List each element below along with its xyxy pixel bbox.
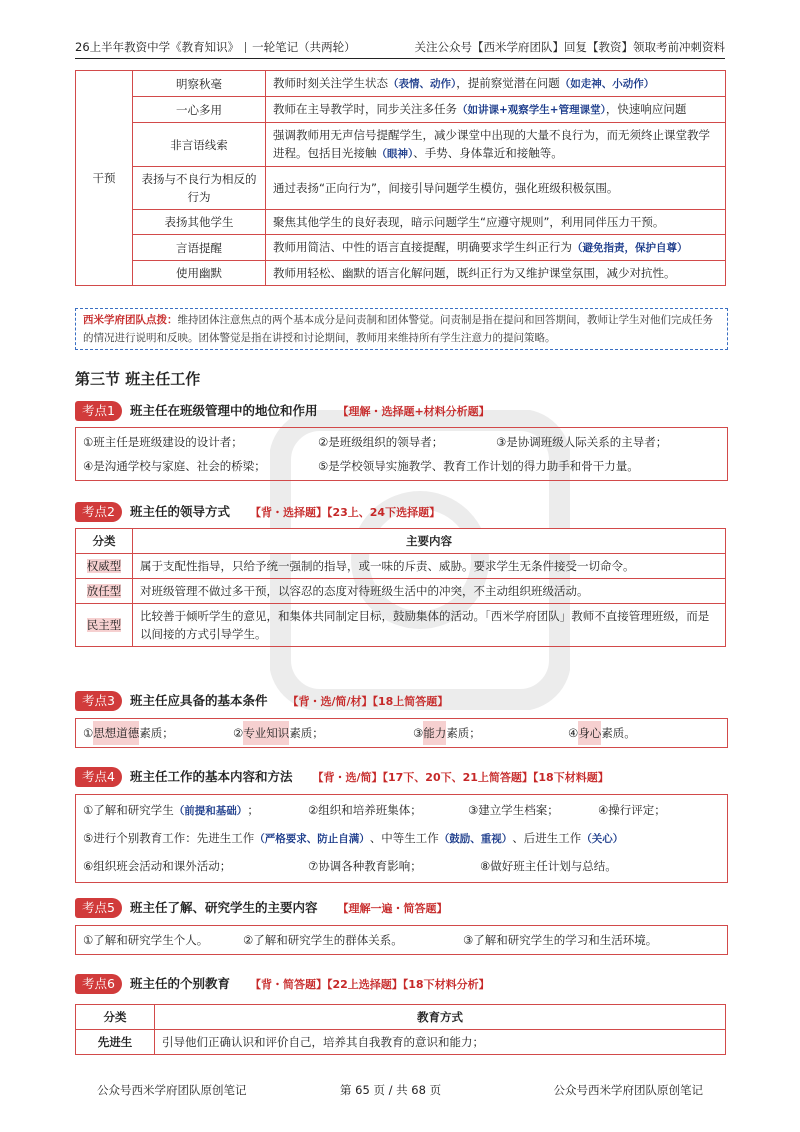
type-desc: 比较善于倾听学生的意见，和集体共同制定目标，鼓励集体的活动。「西米学府团队」教师不直接管理班级，而是以间接的方式引导学生。	[133, 604, 726, 647]
k5-item: ③了解和研究学生的学习和生活环境。	[463, 933, 658, 947]
k3-key: 思想道德	[93, 721, 139, 745]
page-number: 第 65 页 / 共 68 页	[340, 1083, 442, 1097]
k5-heading	[75, 898, 447, 918]
k3-key: 身心	[578, 721, 601, 745]
k3-key: 专业知识	[243, 721, 289, 745]
k5-item: ①了解和研究学生个人。	[83, 933, 209, 947]
k1-item: ⑤是学校领导实施教学、教育工作计划的得力助手和骨干力量。	[318, 459, 639, 473]
type-cell	[76, 579, 133, 604]
k3-heading	[75, 691, 448, 711]
table-row	[76, 210, 726, 235]
k1-row	[83, 454, 720, 478]
footer-left: 公众号西米学府团队原创笔记	[97, 1083, 247, 1097]
k5-item: ②了解和研究学生的群体关系。	[243, 933, 403, 947]
type-desc: 属于支配性指导，只给予统一强制的指导，或一味的斥责、威胁。要求学生无条件接受一切命令。	[133, 554, 726, 579]
k3-item	[568, 721, 636, 745]
type-desc: 引导他们正确认识和评价自己，培养其自我教育的意识和能力；	[155, 1030, 726, 1055]
content-text: 强调教师用无声信号提醒学生，减少课堂中出现的大量不良行为，而无须终止课堂教学进程。包括目光接触	[273, 128, 710, 160]
k3-type: 【背・选/简/材】【18上简答题】	[287, 695, 449, 708]
table-row	[76, 554, 726, 579]
k3-num: ①	[83, 726, 94, 740]
k4-row	[83, 797, 720, 825]
type-desc: 对班级管理不做过多干预，以容忍的态度对待班级生活中的冲突，不主动组织班级活动。	[133, 579, 726, 604]
page-header	[75, 36, 725, 59]
k4-box	[75, 794, 728, 883]
type-label: 放任型	[86, 584, 122, 598]
k4-tag: 考点4	[75, 767, 122, 787]
row-content	[266, 235, 726, 261]
tip-note	[75, 308, 728, 350]
table-row	[76, 97, 726, 123]
k4-item: ⑥组织班会活动和课外活动；	[83, 859, 232, 873]
content-text: 教师在主导教学时，同步关注多任务	[273, 102, 457, 116]
row-name: 一心多用	[133, 97, 266, 123]
k1-box	[75, 427, 728, 481]
table-row	[76, 123, 726, 167]
type-label: 权威型	[86, 559, 122, 573]
k3-suffix: 素质。	[601, 726, 636, 740]
k4-emphasis: （关心）	[581, 833, 624, 845]
k1-title: 班主任在班级管理中的地位和作用	[129, 403, 318, 418]
table-row	[76, 167, 726, 210]
k4-heading	[75, 767, 609, 787]
k1-row	[83, 430, 720, 454]
k4-title: 班主任工作的基本内容和方法	[129, 769, 293, 784]
k4-item: ⑧做好班主任计划与总结。	[480, 859, 617, 873]
row-name: 明察秋毫	[133, 71, 266, 97]
k4-row	[83, 825, 720, 853]
tip-text: 维持团体注意焦点的两个基本成分是问责制和团体警觉。问责制是指在提问和回答期间，教师让学生对他们完成任务的情况进行说明和反映。团体警觉是指在讲授和讨论期间，教师用来维持所有学生注意力的提问策略。	[83, 314, 713, 344]
header-left	[75, 36, 356, 58]
table-row	[76, 604, 726, 647]
k5-type: 【理解一遍・简答题】	[337, 902, 448, 915]
row-name: 使用幽默	[133, 261, 266, 286]
k1-heading	[75, 401, 490, 421]
footer-right: 公众号西米学府团队原创笔记	[553, 1083, 703, 1097]
header-course: 26上半年教资中学《教育知识》	[75, 40, 240, 54]
k5-title: 班主任了解、研究学生的主要内容	[129, 900, 318, 915]
k1-tag: 考点1	[75, 401, 122, 421]
col-header: 分类	[76, 529, 133, 554]
table-row	[76, 261, 726, 286]
table-row	[76, 1030, 726, 1055]
k3-row	[83, 721, 720, 745]
content-text: ，快速响应问题	[605, 102, 687, 116]
type-cell	[76, 554, 133, 579]
k4-text: ⑤进行个别教育工作：先进生工作	[83, 831, 255, 845]
table-row	[76, 579, 726, 604]
k2-type: 【背・选择题】【23上、24下选择题】	[249, 506, 441, 519]
header-right: 关注公众号【西米学府团队】回复【教资】领取考前冲刺资料	[414, 40, 725, 54]
k4-row	[83, 853, 720, 880]
k3-item	[233, 721, 413, 745]
k6-title: 班主任的个别教育	[129, 976, 230, 991]
k1-item: ①班主任是班级建设的设计者；	[83, 435, 243, 449]
k3-suffix: 素质；	[289, 726, 324, 740]
row-name: 表扬与不良行为相反的行为	[133, 167, 266, 210]
k3-item	[413, 721, 568, 745]
content-emphasis: （避免指责，保护自尊）	[572, 242, 688, 254]
k4-item: ⑦协调各种教育影响；	[308, 859, 422, 873]
k3-num: ③	[413, 726, 424, 740]
type-label: 先进生	[76, 1030, 155, 1055]
k6-tag: 考点6	[75, 974, 122, 994]
k4-emphasis: （严格要求、防止自满）	[254, 833, 370, 845]
k3-num: ②	[233, 726, 244, 740]
k4-item: ④操行评定；	[598, 803, 666, 817]
col-header: 教育方式	[155, 1005, 726, 1030]
k4-emphasis: （鼓励、重视）	[438, 833, 513, 845]
header-divider	[245, 42, 246, 53]
k6-heading	[75, 974, 490, 994]
content-text: 教师时刻关注学生状态	[273, 76, 388, 90]
k3-tag: 考点3	[75, 691, 122, 711]
row-content	[266, 97, 726, 123]
tip-label: 西米学府团队点拨：	[83, 314, 178, 326]
content-text: 教师用简洁、中性的语言直接提醒，明确要求学生纠正行为	[273, 240, 572, 254]
row-content	[266, 71, 726, 97]
row-content: 聚焦其他学生的良好表现，暗示问题学生“应遵守规则”，利用同伴压力干预。	[266, 210, 726, 235]
k2-title: 班主任的领导方式	[129, 504, 230, 519]
k3-key: 能力	[423, 721, 446, 745]
content-emphasis: （如走神、小动作）	[559, 78, 655, 90]
k4-text: ；	[247, 803, 259, 817]
row-content: 通过表扬“正向行为”，间接引导问题学生模仿，强化班级积极氛围。	[266, 167, 726, 210]
k1-item: ③是协调班级人际关系的主导者；	[496, 435, 668, 449]
row-content	[266, 123, 726, 167]
k4-type: 【背・选/简】【17下、20下、21上简答题】【18下材料题】	[312, 771, 609, 784]
individual-education-table	[75, 1004, 726, 1055]
k1-type: 【理解・选择题+材料分析题】	[337, 405, 490, 418]
col-header: 分类	[76, 1005, 155, 1030]
k1-item: ④是沟通学校与家庭、社会的桥梁；	[83, 459, 266, 473]
content-text: 、手势、身体靠近和接触等。	[413, 146, 563, 160]
k4-text: ①了解和研究学生	[83, 803, 174, 817]
leadership-table	[75, 528, 726, 647]
k4-item	[83, 797, 308, 825]
k3-title: 班主任应具备的基本条件	[129, 693, 268, 708]
k4-item: ③建立学生档案；	[468, 803, 559, 817]
content-emphasis: （如讲课+观察学生+管理课堂）	[457, 104, 606, 116]
table-row	[76, 71, 726, 97]
intervention-table	[75, 70, 726, 286]
k4-text: 、后进生工作	[512, 831, 582, 845]
k2-tag: 考点2	[75, 502, 122, 522]
content-emphasis: （眼神）	[376, 148, 414, 160]
k3-suffix: 素质；	[446, 726, 481, 740]
group-cell: 干预	[76, 71, 133, 286]
k3-suffix: 素质；	[139, 726, 174, 740]
row-name: 非言语线索	[133, 123, 266, 167]
k5-tag: 考点5	[75, 898, 122, 918]
section-title: 第三节 班主任工作	[75, 370, 201, 388]
k3-box	[75, 718, 728, 748]
k5-row	[83, 928, 720, 952]
type-cell	[76, 604, 133, 647]
k4-item: ②组织和培养班集体；	[308, 803, 422, 817]
table-row	[76, 235, 726, 261]
content-text: ，提前察觉潜在问题	[456, 76, 560, 90]
k4-text: 、中等生工作	[369, 831, 439, 845]
k1-item: ②是班级组织的领导者；	[318, 435, 444, 449]
k6-type: 【背・简答题】【22上选择题】【18下材料分析】	[249, 978, 490, 991]
table-header	[76, 529, 726, 554]
row-name: 言语提醒	[133, 235, 266, 261]
col-header: 主要内容	[133, 529, 726, 554]
k4-emphasis: （前提和基础）	[173, 805, 248, 817]
k3-item	[83, 721, 233, 745]
row-name: 表扬其他学生	[133, 210, 266, 235]
k2-heading	[75, 502, 440, 522]
row-content: 教师用轻松、幽默的语言化解问题，既纠正行为又维护课堂氛围，减少对抗性。	[266, 261, 726, 286]
k3-num: ④	[568, 726, 579, 740]
k5-box	[75, 925, 728, 955]
content-emphasis: （表情、动作）	[388, 78, 457, 90]
type-label: 民主型	[86, 618, 122, 632]
table-header	[76, 1005, 726, 1030]
header-edition: 一轮笔记（共两轮）	[252, 40, 356, 54]
